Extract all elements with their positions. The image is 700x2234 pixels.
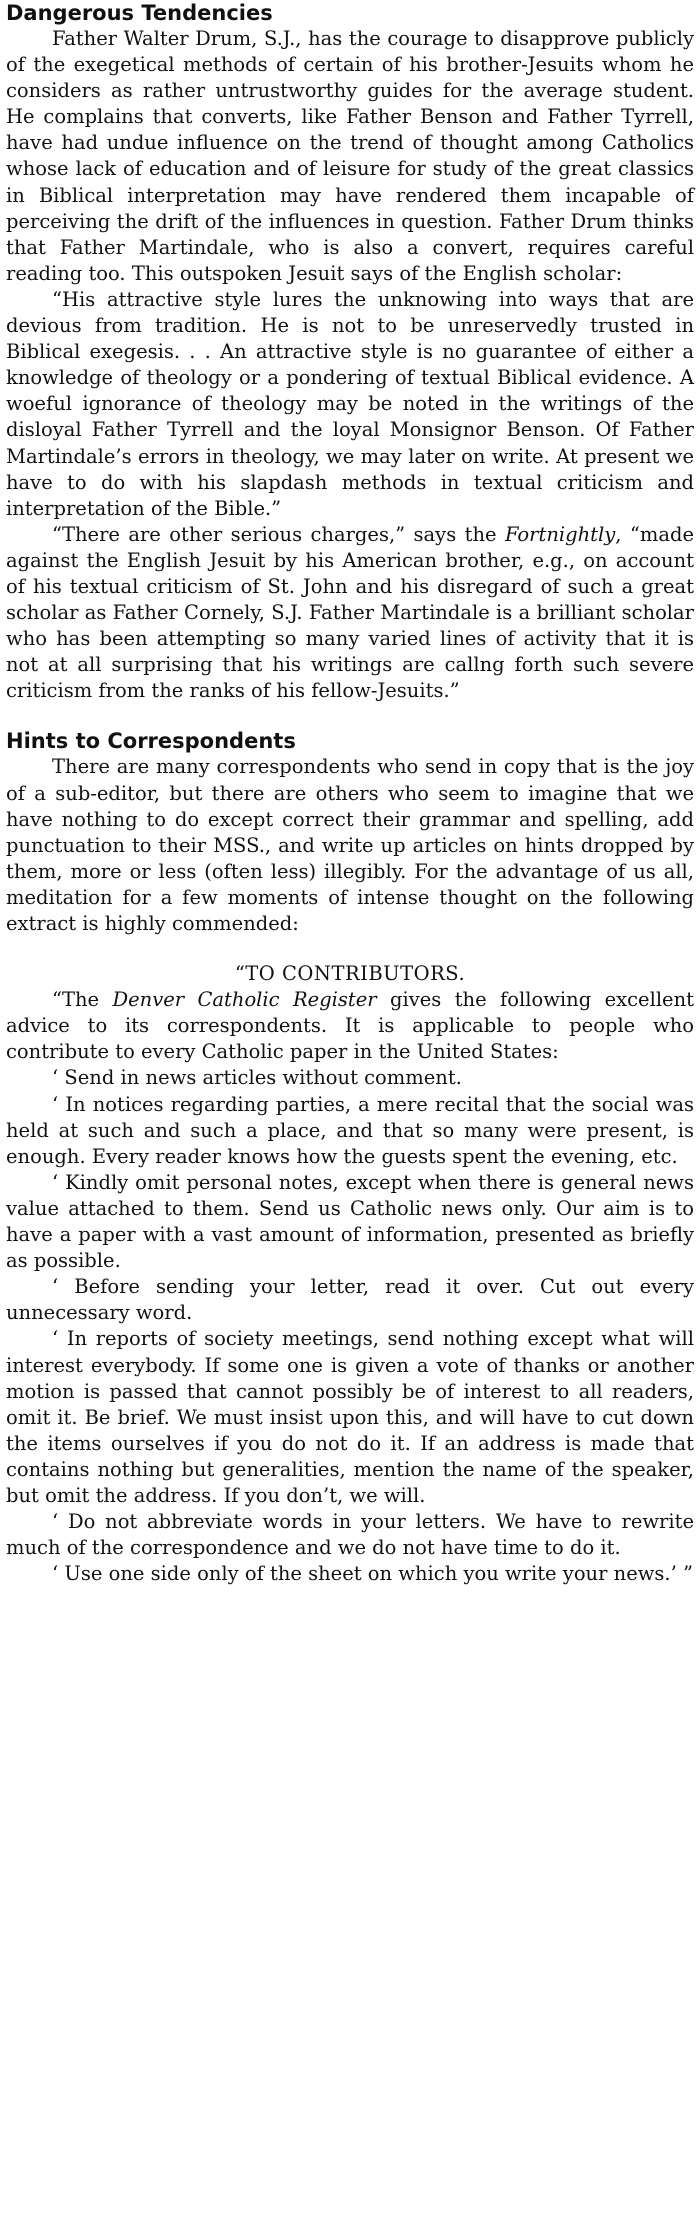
publication-name: Denver Catholic Register <box>112 988 377 1012</box>
advice-item: ‘ In notices regarding parties, a mere recital that the social was held at such and such a place, and that so many were present, is enough. Every reader knows how the guests spent the evening, etc. <box>6 1092 694 1168</box>
advice-item: ‘ Kindly omit personal notes, except when there is general news value attached to them. Send us Catholic news only. Our aim is to have a paper with a vast amount of information, presented as briefly as possible. <box>6 1170 694 1273</box>
subtitle-to-contributors: “TO CONTRIBUTORS. <box>234 962 466 986</box>
text-run: , “made against the English Jesuit by his American brother, e.g., on account of his textual criticism of St. John and his disregard of such a great scholar as Father Cornely, S.J. Father Martindale is a brilliant scholar who has been attempting so many varied lines of activity that it is not at all surprising that his writings are callng forth such severe criticism from the ranks of his fellow-Jesuits.” <box>6 522 694 703</box>
paragraph <box>6 987 694 1065</box>
text-run: “There are other serious charges,” says the <box>52 522 505 546</box>
text-run: gives the following excellent advice to its correspondents. It is applicable to people who contribute to every Catholic paper in the United States: <box>6 988 694 1064</box>
text-run: “The <box>52 988 113 1012</box>
advice-item: ‘ In reports of society meetings, send nothing except what will interest everybody. If some one is given a vote of thanks or another motion is passed that cannot possibly be of interest to all readers, omit it. Be brief. We must insist upon this, and will have to cut down the items ourselves if you do not do it. If an address is made that contains nothing but generalities, mention the name of the speaker, but omit the address. If you don’t, we will. <box>6 1327 694 1507</box>
paragraph: There are many correspondents who send in copy that is the joy of a sub-editor, but there are others who seem to imagine that we have nothing to do except correct their grammar and spelling, add punctuation to their MSS., and write up articles on hints dropped by them, more or less (often less) illegibly. For the advantage of us all, meditation for a few moments of intense thought on the following extract is highly commended: <box>6 755 694 935</box>
advice-item: ‘ Send in news articles without comment. <box>52 1066 462 1090</box>
paragraph <box>6 522 694 705</box>
advice-item: ‘ Before sending your letter, read it over. Cut out every unnecessary word. <box>6 1275 694 1325</box>
section-heading-hints-to-correspondents: Hints to Correspondents <box>6 729 296 754</box>
advice-item: ‘ Do not abbreviate words in your letters. We have to rewrite much of the correspondence and we do not have time to do it. <box>6 1510 694 1560</box>
paragraph: Father Walter Drum, S.J., has the courage to disapprove publicly of the exegetical methods of certain of his brother-Jesuits whom he considers as rather untrustworthy guides for the average student. He complains that converts, like Father Benson and Father Tyrrell, have had undue influence on the trend of thought among Catholics whose lack of education and of leisure for study of the great classics in Biblical interpretation may have rendered them incapable of perceiving the drift of the influences in question. Father Drum thinks that Father Martindale, who is also a convert, requires careful reading too. This outspoken Jesuit says of the English scholar: <box>6 27 694 285</box>
section-heading-dangerous-tendencies: Dangerous Tendencies <box>6 1 273 25</box>
quoted-paragraph: “His attractive style lures the unknowing into ways that are devious from tradition. He is not to be unreservedly trusted in Biblical exegesis. . . An attractive style is no guarantee of either a knowledge of theology or a pondering of textual Biblical evidence. A woeful ignorance of theology may be noted in the writings of the disloyal Father Tyrrell and the loyal Monsignor Benson. Of Father Martindale’s errors in theology, we may later on write. At present we have to do with his slapdash methods in textual criticism and interpretation of the Bible.” <box>6 287 694 520</box>
publication-name: Fortnightly <box>504 522 616 546</box>
advice-item: ‘ Use one side only of the sheet on which you write your news.’ ” <box>52 1562 693 1586</box>
